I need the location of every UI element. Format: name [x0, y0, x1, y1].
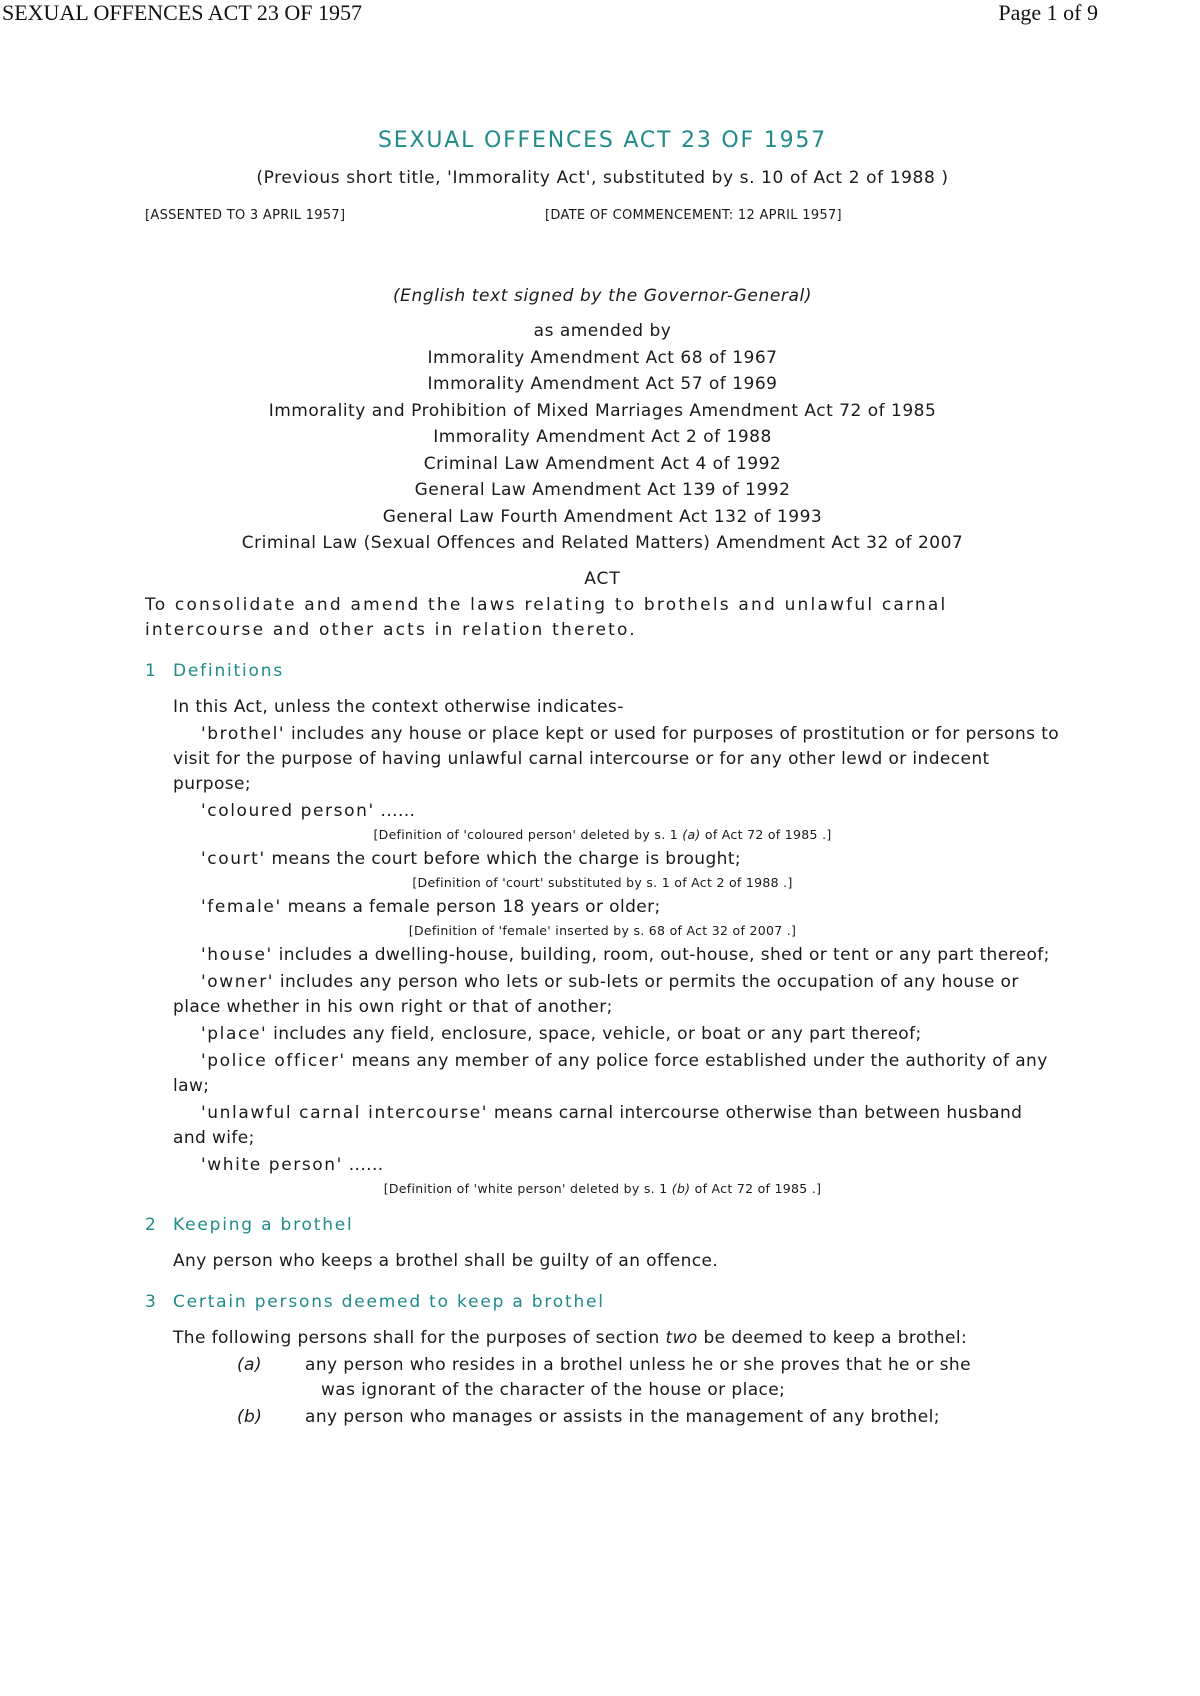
previous-short-title: (Previous short title, 'Immorality Act', substituted by s. 10 of Act 2 of 1988 ) [256, 168, 949, 188]
defined-term: 'house' [201, 944, 273, 965]
defined-term: 'place' [201, 1023, 268, 1044]
defined-term: 'white person' [201, 1154, 343, 1175]
definition-text: includes any field, enclosure, space, vehicle, or boat or any part thereof; [267, 1023, 922, 1044]
amendment-item: Immorality Amendment Act 2 of 1988 [433, 427, 772, 447]
list-item [145, 1353, 1060, 1403]
list-item [145, 1405, 1060, 1430]
header-title: SEXUAL OFFENCES ACT 23 OF 1957 [2, 0, 363, 25]
definition-brothel [145, 722, 1060, 797]
section-title: Certain persons deemed to keep a brothel [173, 1291, 605, 1312]
item-text: any person who resides in a brothel unless he or she proves that he or she was ignorant of the character of the house or place; [305, 1354, 971, 1400]
defined-term: 'owner' [201, 971, 275, 992]
defined-term: 'court' [201, 848, 266, 869]
item-label: (a) [237, 1354, 262, 1375]
act-label: ACT [584, 568, 621, 589]
defined-term: 'police officer' [201, 1050, 346, 1071]
signed-note: (English text signed by the Governor-General) [392, 286, 813, 306]
definition-text: ...... [342, 1154, 384, 1175]
definition-text: means carnal intercourse otherwise than between husband and wife; [173, 1102, 1023, 1148]
definition-text: includes any house or place kept or used for purposes of prostitution or for persons to visit for the purpose of having unlawful carnal intercourse or for any other lewd or indecent purpose; [173, 723, 1060, 794]
defined-term: 'brothel' [201, 723, 286, 744]
section-heading [145, 1215, 1060, 1235]
definition-owner [145, 970, 1060, 1020]
definition-house [145, 943, 1060, 968]
section-heading [145, 661, 1060, 681]
section-number: 3 [145, 1291, 158, 1312]
definition-white-person [145, 1153, 1060, 1178]
defined-term: 'unlawful carnal intercourse' [201, 1102, 489, 1123]
amendment-item: Criminal Law (Sexual Offences and Related Matters) Amendment Act 32 of 2007 [241, 533, 964, 553]
amendment-item: Criminal Law Amendment Act 4 of 1992 [423, 453, 782, 474]
amendment-item: General Law Fourth Amendment Act 132 of 1993 [382, 506, 823, 527]
page-number: Page 1 of 9 [998, 0, 1098, 25]
assented-date: [ASSENTED TO 3 APRIL 1957] [145, 208, 346, 223]
definition-coloured-person [145, 799, 1060, 824]
definition-text: means any member of any police force established under the authority of any law; [173, 1050, 1048, 1096]
definition-text: means the court before which the charge is brought; [265, 848, 742, 869]
definition-text: includes a dwelling-house, building, room, out-house, shed or tent or any part thereof; [272, 944, 1050, 965]
definition-text: ...... [374, 800, 416, 821]
section-title: Definitions [173, 660, 284, 681]
amendment-note: [Definition of 'court' substituted by s. 1 of Act 2 of 1988 .] [412, 874, 793, 890]
amendment-note: [Definition of 'white person' deleted by s. 1 (b) of Act 72 of 1985 .] [383, 1180, 822, 1196]
definition-police-officer [145, 1049, 1060, 1099]
definition-court [145, 847, 1060, 872]
definition-place [145, 1022, 1060, 1047]
amendment-item: Immorality Amendment Act 68 of 1967 [427, 347, 778, 368]
section-text: The following persons shall for the purposes of section two be deemed to keep a brothel: [173, 1327, 968, 1348]
amendment-item: General Law Amendment Act 139 of 1992 [414, 480, 791, 500]
long-title: To consolidate and amend the laws relating to brothels and unlawful carnal intercourse and other acts in relation thereto. [145, 594, 948, 640]
document-body [145, 128, 1060, 1430]
section-heading [145, 1292, 1060, 1312]
section-number: 2 [145, 1214, 158, 1235]
section-text: Any person who keeps a brothel shall be guilty of an offence. [173, 1250, 719, 1271]
definition-text: includes any person who lets or sub-lets or permits the occupation of any house or place whether in his own right or that of another; [173, 971, 1019, 1017]
dates-row [145, 206, 1060, 246]
amendment-note: [Definition of 'female' inserted by s. 68 of Act 32 of 2007 .] [408, 922, 797, 938]
definition-unlawful-carnal-intercourse [145, 1101, 1060, 1151]
section-title: Keeping a brothel [173, 1214, 354, 1235]
definition-text: means a female person 18 years or older; [281, 896, 661, 917]
commencement-date: [DATE OF COMMENCEMENT: 12 APRIL 1957] [545, 208, 842, 223]
page-header [0, 0, 1200, 30]
item-text: any person who manages or assists in the management of any brothel; [305, 1406, 940, 1427]
amended-by-label: as amended by [533, 321, 672, 341]
amendment-item: Immorality and Prohibition of Mixed Marriages Amendment Act 72 of 1985 [268, 400, 937, 421]
item-label: (b) [237, 1406, 263, 1427]
amendments-list [145, 318, 1060, 557]
amendment-item: Immorality Amendment Act 57 of 1969 [427, 374, 778, 394]
defined-term: 'coloured person' [201, 800, 375, 821]
definition-female [145, 895, 1060, 920]
act-title: SEXUAL OFFENCES ACT 23 OF 1957 [378, 128, 827, 153]
section-number: 1 [145, 660, 158, 681]
amendment-note: [Definition of 'coloured person' deleted by s. 1 (a) of Act 72 of 1985 .] [373, 826, 832, 842]
definitions-intro: In this Act, unless the context otherwise indicates- [173, 696, 624, 717]
defined-term: 'female' [201, 896, 282, 917]
